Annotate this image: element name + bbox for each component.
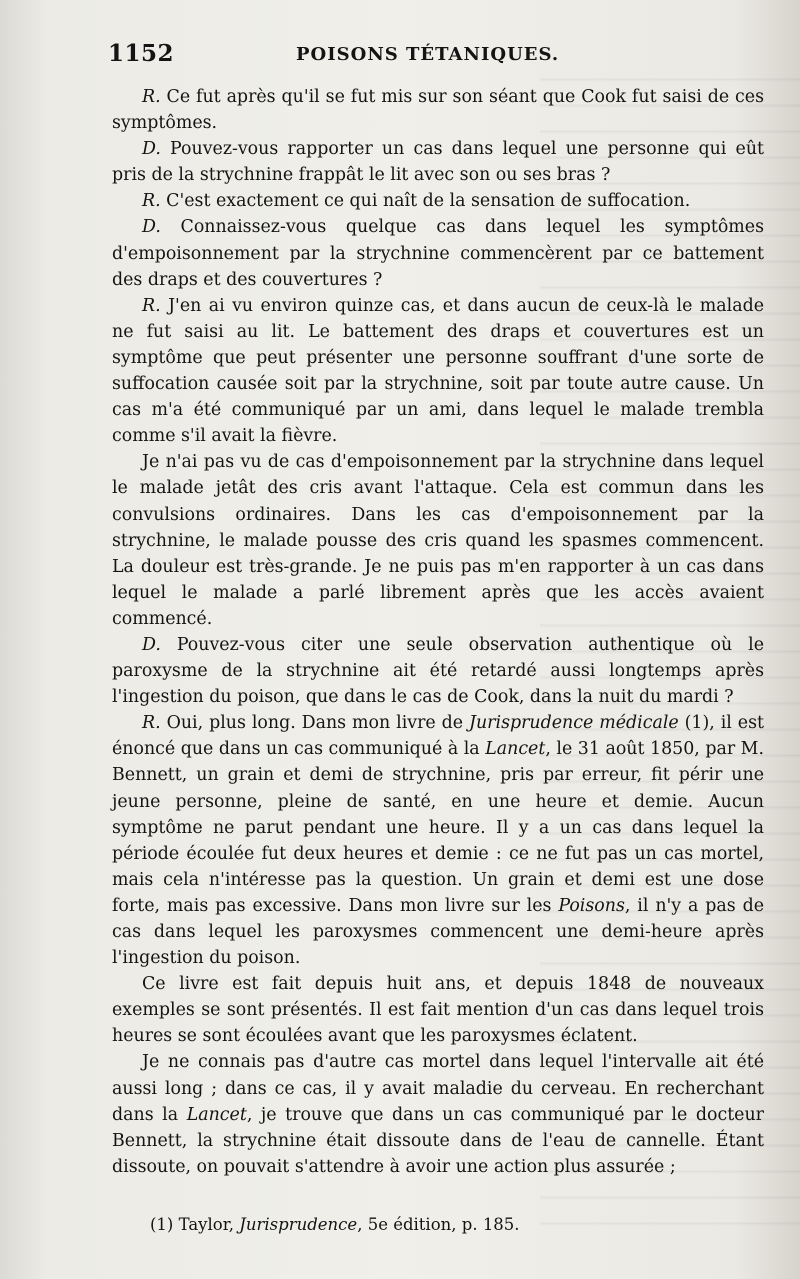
paragraph <box>112 632 764 710</box>
paragraph <box>112 971 764 1049</box>
paragraph-text: Je ne connais pas d'autre cas mortel dans lequel l'intervalle ait été aussi long ; dans ce cas, il y avait maladie du cerveau. En recherchant dans la <box>112 1052 764 1125</box>
paragraph <box>112 710 764 971</box>
paragraph <box>112 1049 764 1179</box>
paragraph-text: Pouvez-vous rapporter un cas dans lequel une personne qui eût pris de la strychnine frappât le lit avec son ou ses bras ? <box>112 139 765 186</box>
paragraph <box>112 449 764 632</box>
journal-title: Lancet <box>186 1104 247 1125</box>
speaker-label: D. <box>142 217 161 238</box>
footnote-title: Jurisprudence <box>239 1215 358 1234</box>
speaker-label: D. <box>142 634 161 655</box>
paragraph <box>112 293 764 450</box>
book-title: Poisons <box>558 895 625 916</box>
paragraph-text: Connaissez-vous quelque cas dans lequel les symptômes d'empoisonnement par la strychnine commencèrent par ce battement des draps et des couvertures ? <box>112 217 765 290</box>
footnote-marker: (1) Taylor, <box>150 1215 240 1234</box>
paragraph <box>112 188 764 214</box>
footnote-rest: , 5e édition, p. 185. <box>357 1215 520 1234</box>
paragraph-text: Je n'ai pas vu de cas d'empoisonnement par la strychnine dans lequel le malade jetât des cris avant l'attaque. Cela est commun dans les convulsions ordinaires. Dans les cas d'empoisonnement par la strychnine, le malade pousse des cris quand les spasmes commencent. La douleur est très-grande. Je ne puis pas m'en rapporter à un cas dans lequel le malade a parlé librement après que les accès avaient commencé. <box>112 452 764 629</box>
page-header <box>108 40 768 76</box>
journal-title: Lancet <box>485 739 546 760</box>
paragraph-text: Oui, plus long. Dans mon livre de <box>166 713 470 734</box>
paragraph <box>112 136 764 188</box>
paragraph-text: J'en ai vu environ quinze cas, et dans aucun de ceux-là le malade ne fut saisi au lit. Le battement des draps et couvertures est un symptôme que peut présenter une personne souffrant d'une sorte de suffocation causée soit par la strychnine, soit par toute autre cause. Un cas m'a été communiqué par un ami, dans lequel le malade tremblа comme s'il avait la fièvre. <box>112 295 765 447</box>
speaker-label: R. <box>142 713 161 734</box>
paragraph-text: C'est exactement ce qui naît de la sensation de suffocation. <box>166 191 691 212</box>
paragraph <box>112 84 764 136</box>
paragraph <box>112 214 764 292</box>
body-text <box>112 84 764 1180</box>
paragraph-text: Ce fut après qu'il se fut mis sur son séant que Cook fut saisi de ces symptômes. <box>112 87 764 134</box>
speaker-label: R. <box>142 295 161 316</box>
speaker-label: D. <box>142 139 161 160</box>
book-title: Jurisprudence médicale <box>469 713 679 734</box>
speaker-label: R. <box>142 191 161 212</box>
speaker-label: R. <box>142 87 161 107</box>
paragraph-text: , je trouve que dans un cas communiqué par le docteur Bennett, la strychnine était dissoute dans de l'eau de cannelle. Étant dissoute, on pouvait s'attendre à avoir une action plus assurée ; <box>112 1104 764 1177</box>
paragraph-text: (1), il est énoncé que dans un cas communiqué à la <box>112 713 764 760</box>
footnote <box>150 1214 750 1236</box>
paragraph-text: , il n'y a pas de cas dans lequel les paroxysmes commencent une demi-heure après l'ingestion du poison. <box>112 895 764 969</box>
paragraph-text: Ce livre est fait depuis huit ans, et depuis 1848 de nouveaux exemples se sont présentés. Il est fait mention d'un cas dans lequel trois heures se sont écoulées avant que les paroxysmes éclatent. <box>112 974 764 1047</box>
page-number: 1152 <box>108 40 175 67</box>
running-title: POISONS TÉTANIQUES. <box>296 44 560 65</box>
paragraph-text: Pouvez-vous citer une seule observation authentique où le paroxysme de la strychnine ait été retardé aussi longtemps après l'ingestion du poison, que dans le cas de Cook, dans la nuit du mardi ? <box>112 634 764 708</box>
paragraph-text: , le 31 août 1850, par M. Bennett, un grain et demi de strychnine, pris par erreur, fit périr une jeune personne, pleine de santé, en une heure et demie. Aucun symptôme ne parut pendant une heure. Il y a un cas dans lequel la période écoulée fut deux heures et demie : ce ne fut pas un cas mortel, mais cela n'intéresse pas la question. Un grain et demi est une dose forte, mais pas excessive. Dans mon livre sur les <box>112 739 764 916</box>
